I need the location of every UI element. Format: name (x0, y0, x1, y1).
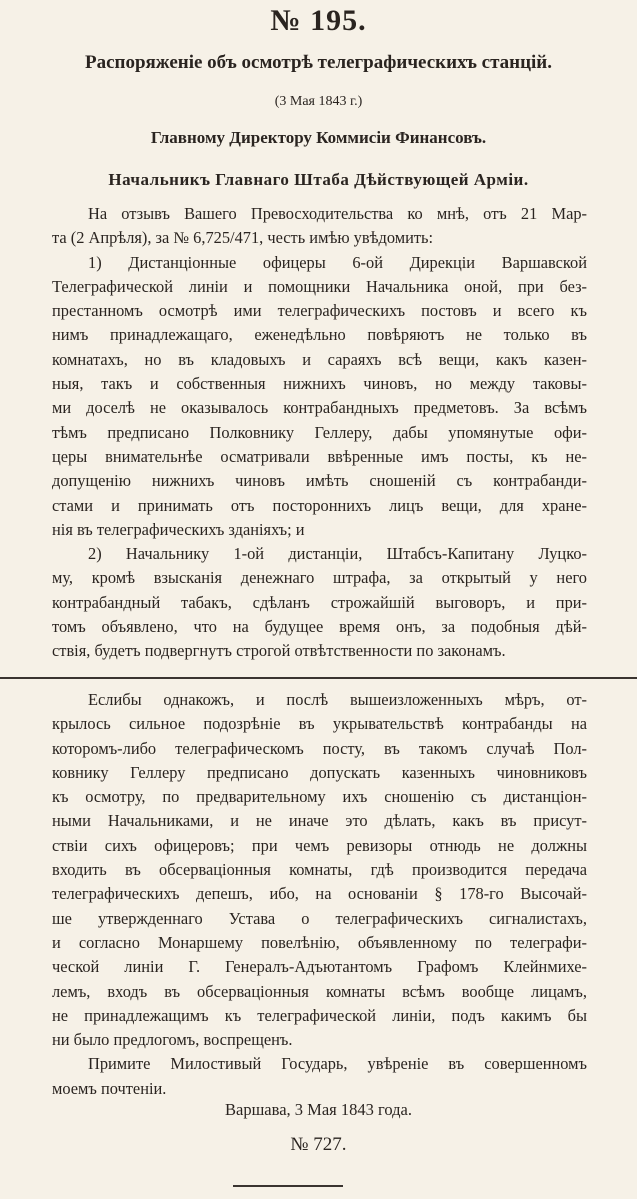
text-line: крылось сильное подозрѣніе въ укрывательствѣ контрабанды на (52, 714, 587, 734)
text-line: допущенію нижнихъ чиновъ имѣть сношеній съ контрабанди- (52, 471, 587, 491)
section-divider (0, 677, 637, 679)
text-line: 2) Начальнику 1-ой дистанціи, Штабсъ-Капитану Луцко- (88, 544, 587, 564)
text-line: престанномъ осмотрѣ ими телеграфическихъ постовъ и всего къ (52, 301, 587, 321)
body-section-1 (52, 202, 587, 664)
text-line: ми доселѣ не оказывалось контрабандныхъ предметовъ. За всѣмъ (52, 398, 587, 418)
addressee-line: Главному Директору Коммисіи Финансовъ. (150, 128, 487, 147)
text-line: ни было предлогомъ, воспрещенъ. (52, 1030, 293, 1050)
body-section-2 (52, 688, 587, 1101)
text-line: нія въ телеграфическихъ зданіяхъ; и (52, 519, 305, 539)
text-line: которомъ-либо телеграфическомъ посту, въ такомъ случаѣ Пол- (52, 738, 587, 758)
text-line: ше утвержденнаго Устава о телеграфическихъ сигналистахъ, (52, 908, 587, 928)
text-line: ковнику Геллеру предписано допускать казенныхъ чиновниковъ (52, 762, 587, 782)
outgoing-number: № 727. (290, 1134, 347, 1155)
text-line: не принадлежащимъ къ телеграфической линіи, подъ какимъ бы (52, 1005, 587, 1025)
text-line: нимъ принадлежащаго, еженедѣльно повѣряютъ не только въ (52, 325, 587, 345)
text-line: стами и принимать отъ постороннихъ лицъ вещи, для хране- (52, 495, 587, 515)
text-line: церы внимательнѣе осматривали ввѣренные имъ посты, къ не- (52, 446, 587, 466)
text-line: 1) Дистанціонные офицеры 6-ой Дирекціи Варшавской (88, 252, 587, 272)
document-title: Распоряженіе объ осмотрѣ телеграфическихъ станцій. (84, 52, 553, 73)
text-line: му, кромѣ взысканія денежнаго штрафа, за открытый у него (52, 568, 587, 588)
text-line: къ осмотру, по предварительному ихъ сношенію съ дистанціон- (52, 787, 587, 807)
text-line: тѣмъ предписано Полковнику Геллеру, дабы упомянутые офи- (52, 422, 587, 442)
text-line: моемъ почтеніи. (52, 1078, 167, 1098)
sender-line: Начальникъ Главнаго Штаба Дѣйствующей Арміи. (108, 170, 529, 189)
text-line: Еслибы однакожъ, и послѣ вышеизложенныхъ мѣръ, от- (88, 690, 587, 709)
text-line: ствіи сихъ офицеровъ; при чемъ ревизоры отнюдь не должны (52, 835, 587, 855)
end-rule (233, 1185, 343, 1187)
text-line: Примите Милостивый Государь, увѣреніе въ совершенномъ (88, 1054, 587, 1074)
text-line: комнатахъ, но въ кладовыхъ и сараяхъ всѣ вещи, какъ казен- (52, 349, 587, 369)
text-line: лемъ, входъ въ обсерваціонныя комнаты всѣмъ вообще лицамъ, (52, 981, 587, 1001)
text-line: ными Начальниками, и не иначе это дѣлать, какъ въ присут- (52, 811, 587, 831)
text-line: та (2 Апрѣля), за № 6,725/471, честь имѣю увѣдомить: (52, 228, 434, 248)
text-line: На отзывъ Вашего Превосходительства ко мнѣ, отъ 21 Мар- (88, 204, 587, 223)
text-line: и согласно Монаршему повелѣнію, объявленному по телеграфи- (52, 932, 587, 952)
text-line: ныя, такъ и собственныя нижнихъ чиновъ, но между таковы- (52, 374, 587, 394)
place-and-date: Варшава, 3 Мая 1843 года. (225, 1100, 412, 1119)
text-line: контрабандный табакъ, сдѣланъ строжайшій выговоръ, и при- (52, 592, 587, 612)
text-line: ческой линіи Г. Генералъ-Адъютантомъ Графомъ Клейнмихе- (52, 957, 587, 977)
text-line: Телеграфической линіи и помощники Начальника оной, при без- (52, 276, 587, 296)
text-line: томъ объявлено, что на будущее время онъ, за подобныя дѣй- (52, 617, 587, 637)
text-line: телеграфическихъ депешъ, ибо, на основаніи § 178-го Высочай- (52, 884, 587, 904)
text-line: входить въ обсерваціонныя комнаты, гдѣ производится передача (52, 860, 587, 880)
document-date: (3 Мая 1843 г.) (274, 94, 363, 109)
document-number: № 195. (270, 4, 367, 37)
text-line: ствія, будетъ подвергнутъ строгой отвѣтственности по законамъ. (52, 641, 506, 661)
